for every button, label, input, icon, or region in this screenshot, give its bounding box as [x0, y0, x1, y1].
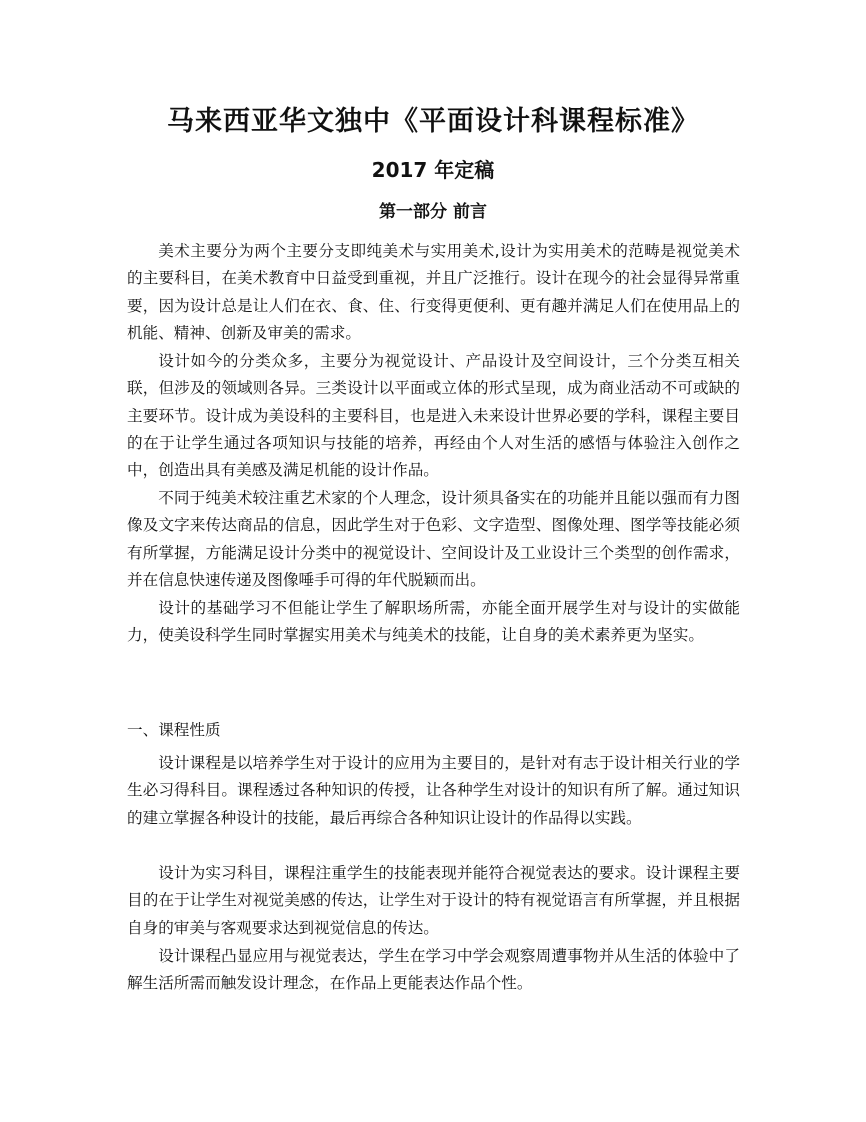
intro-paragraph-2: 设计如今的分类众多，主要分为视觉设计、产品设计及空间设计，三个分类互相关联，但涉及的领域则各异。三类设计以平面或立体的形式呈现，成为商业活动不可或缺的主要环节。设计成为美设科的主要科目，也是进入未来设计世界必要的学科，课程主要目的在于让学生通过各项知识与技能的培养，再经由个人对生活的感悟与体验注入创作之中，创造出具有美感及满足机能的设计作品。: [127, 352, 740, 480]
document-title: 马来西亚华文独中《平面设计科课程标准》: [167, 106, 699, 137]
section-paragraph-2: 设计为实习科目，课程注重学生的技能表现并能符合视觉表达的要求。设计课程主要目的在于让学生对视觉美感的传达，让学生对于设计的特有视觉语言有所掌握，并且根据自身的审美与客观要求达到视觉信息的传达。: [127, 864, 740, 937]
section-paragraph-1: 设计课程是以培养学生对于设计的应用为主要目的，是针对有志于设计相关行业的学生必习得科目。课程透过各种知识的传授，让各种学生对设计的知识有所了解。通过知识的建立掌握各种设计的技能，最后再综合各种知识让设计的作品得以实践。: [127, 754, 740, 827]
section-heading: 一、课程性质: [127, 721, 221, 739]
part-heading: 第一部分 前言: [379, 202, 487, 222]
intro-paragraph-4: 设计的基础学习不但能让学生了解职场所需，亦能全面开展学生对与设计的实做能力，使美设科学生同时掌握实用美术与纯美术的技能，让自身的美术素养更为坚实。: [127, 599, 740, 645]
document-subtitle: 2017 年定稿: [371, 158, 495, 182]
intro-paragraph-1: 美术主要分为两个主要分支即纯美术与实用美术,设计为实用美术的范畴是视觉美术的主要科目，在美术教育中日益受到重视，并且广泛推行。设计在现今的社会显得异常重要，因为设计总是让人们在衣、食、住、行变得更便利、更有趣并满足人们在使用品上的机能、精神、创新及审美的需求。: [127, 242, 740, 342]
intro-paragraph-3: 不同于纯美术较注重艺术家的个人理念，设计须具备实在的功能并且能以强而有力图像及文字来传达商品的信息，因此学生对于色彩、文字造型、图像处理、图学等技能必须有所掌握，方能满足设计分类中的视觉设计、空间设计及工业设计三个类型的创作需求，并在信息快速传递及图像唾手可得的年代脱颖而出。: [127, 489, 740, 589]
section-paragraph-3: 设计课程凸显应用与视觉表达，学生在学习中学会观察周遭事物并从生活的体验中了解生活所需而触发设计理念，在作品上更能表达作品个性。: [127, 947, 740, 993]
